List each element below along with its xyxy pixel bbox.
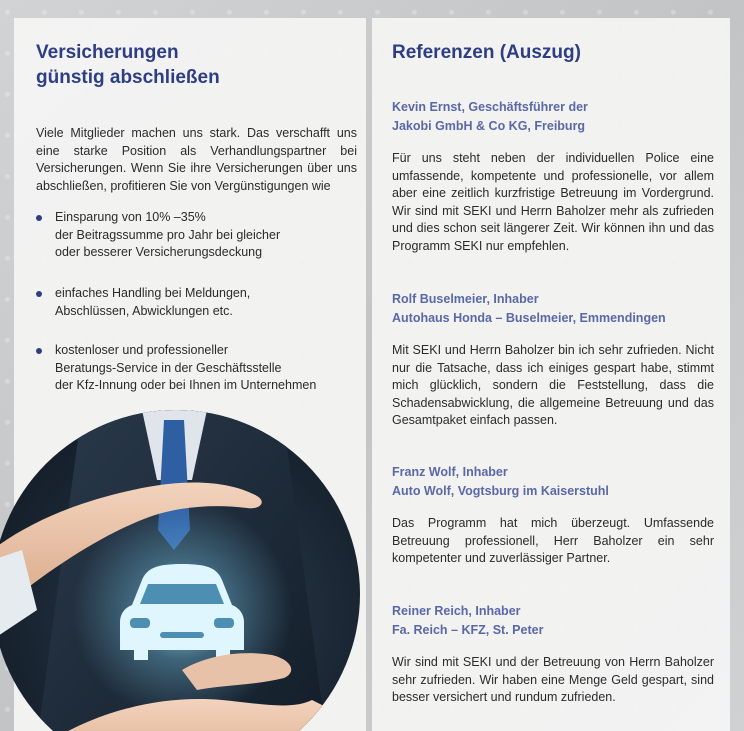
- reference-author: [392, 602, 722, 640]
- bullet-line: Einsparung von 10% –35%: [55, 210, 206, 224]
- bullet-line: der Beitragssumme pro Jahr bei gleicher: [55, 227, 281, 242]
- bullet-line: Abschlüssen, Abwicklungen etc.: [55, 303, 233, 318]
- reference-quote: Das Programm hat mich überzeugt. Umfassende Betreuung professionell, Herr Baholzer ein sehr kompetenter und zuverlässiger Partner.: [392, 516, 714, 565]
- reference-company: Jakobi GmbH & Co KG, Freiburg: [392, 119, 586, 133]
- intro-paragraph: Viele Mitglieder machen uns stark. Das verschafft uns eine starke Position als Verhandlungspartner bei Versicherungen. Wenn Sie ihre Versicherungen über uns abschließen, profitieren Sie von Vergünstigungen wie: [36, 126, 357, 193]
- bullet-icon: [36, 291, 42, 297]
- reference-company: Autohaus Honda – Buselmeier, Emmendingen: [392, 311, 666, 325]
- benefit-item: [36, 285, 356, 320]
- reference-quote: Wir sind mit SEKI und der Betreuung von Herrn Baholzer sehr zufrieden. Wir haben eine Menge Geld gespart, sind besser versichert und rundum zufrieden.: [392, 655, 714, 704]
- reference-name: Rolf Buselmeier, Inhaber: [392, 292, 539, 306]
- insurance-title-line2: günstig abschließen: [36, 67, 220, 88]
- reference-name: Reiner Reich, Inhaber: [392, 604, 521, 618]
- reference-name: Franz Wolf, Inhaber: [392, 465, 508, 479]
- reference-quote: Mit SEKI und Herrn Baholzer bin ich sehr zufrieden. Nicht nur die Tatsache, dass ich einiges gespart habe, stimmt mich glücklich, sondern die Feststellung, dass die Schadensabwicklung, die allgemeine Betreuung und das Gesamtpaket einfach passen.: [392, 343, 714, 427]
- reference-company: Fa. Reich – KFZ, St. Peter: [392, 623, 544, 637]
- bullet-line: einfaches Handling bei Meldungen,: [55, 286, 251, 300]
- benefit-item: [36, 342, 356, 395]
- reference-name: Kevin Ernst, Geschäftsführer der: [392, 100, 588, 114]
- bullet-icon: [36, 348, 42, 354]
- insurance-title-line1: Versicherungen: [36, 42, 179, 63]
- bullet-line: Beratungs-Service in der Geschäftsstelle: [55, 360, 282, 375]
- reference-author: [392, 463, 722, 501]
- reference-company: Auto Wolf, Vogtsburg im Kaiserstuhl: [392, 484, 609, 498]
- bullet-line: der Kfz-Innung oder bei Ihnen im Unternehmen: [55, 378, 317, 392]
- bullet-line: kostenloser und professioneller: [55, 343, 229, 357]
- insurance-title: [36, 40, 356, 90]
- bullet-icon: [36, 215, 42, 221]
- reference-author: [392, 98, 722, 136]
- benefit-item: [36, 209, 356, 262]
- bullet-line: oder besserer Versicherungsdeckung: [55, 245, 263, 259]
- references-title: Referenzen (Auszug): [392, 42, 581, 63]
- reference-quote: Für uns steht neben der individuellen Police eine umfassende, kompetente und professionelle, vor allem aber eine zeitlich kurzfristige Betreuung im Vordergrund. Wir sind mit SEKI und Herrn Baholzer mehr als zufrieden und dies schon seit längerer Zeit. Wir können ihn und das Programm SEKI nur empfehlen.: [392, 151, 714, 253]
- reference-author: [392, 290, 722, 328]
